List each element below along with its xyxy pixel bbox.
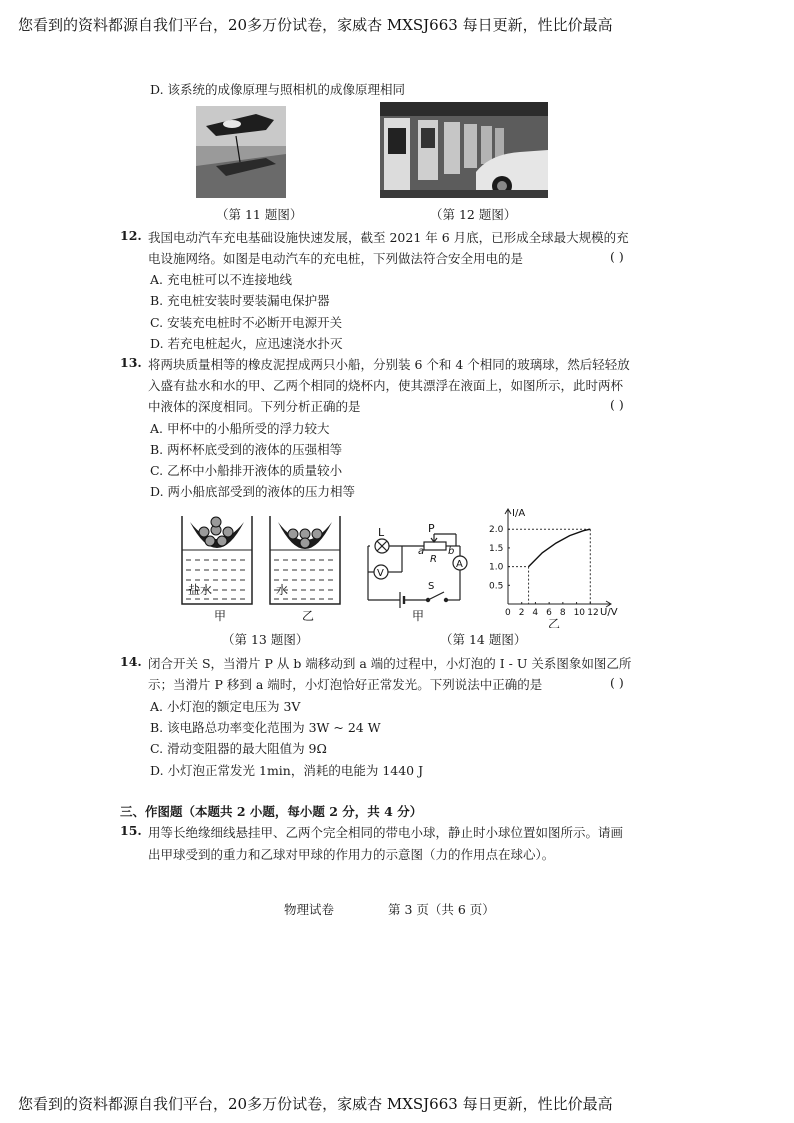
graph-x-tick-label: 12 [587, 608, 599, 618]
q13-stem-line3: 中液体的深度相同。下列分析正确的是 [148, 399, 361, 414]
q14-number: 14. [120, 654, 142, 669]
q14-stem-line2: 示；当滑片 P 移到 a 端时，小灯泡恰好正常发光。下列说法中正确的是 [148, 677, 543, 692]
q13-option-b: B. 两杯杯底受到的液体的压强相等 [150, 442, 343, 457]
fig12-photo [380, 102, 548, 198]
circuit-end-a-label: a [418, 546, 425, 557]
q13-number: 13. [120, 355, 142, 370]
circuit-voltmeter-label: V [377, 568, 384, 579]
graph-x-tick-label: 2 [518, 608, 525, 618]
circuit-end-b-label: b [448, 546, 455, 557]
watermark-banner-top: 您看到的资料都源自我们平台，20多万份试卷，家威杏 MXSJ663 每日更新，性比价最高 [18, 16, 613, 34]
q15-stem-line2: 出甲球受到的重力和乙球对甲球的作用力的示意图（力的作用点在球心）。 [148, 847, 555, 862]
q12-option-b: B. 充电桩安装时要装漏电保护器 [150, 293, 330, 308]
fig14-circuit [364, 520, 484, 624]
fig13-beakers [176, 512, 352, 624]
graph-x-tick-label: 0 [505, 608, 511, 618]
circuit-lamp-label: L [378, 526, 385, 539]
q12-option-c: C. 安装充电桩时不必断开电源开关 [150, 315, 343, 330]
q13-option-c: C. 乙杯中小船排开液体的质量较小 [150, 463, 343, 478]
q14-option-a: A. 小灯泡的额定电压为 3V [150, 699, 301, 714]
q11-option-d: D. 该系统的成像原理与照相机的成像原理相同 [150, 82, 406, 97]
graph-x-tick-label: 4 [532, 608, 539, 618]
q13-answer-bracket: ( ) [610, 397, 624, 412]
q12-option-d: D. 若充电桩起火，应迅速浇水扑灭 [150, 336, 343, 351]
q12-number: 12. [120, 228, 142, 243]
graph-y-tick-label: 1.5 [489, 543, 504, 554]
footer-subject: 物理试卷 [284, 902, 335, 917]
section3-heading: 三、作图题（本题共 2 小题，每小题 2 分，共 4 分） [120, 804, 423, 819]
q14-option-d: D. 小灯泡正常发光 1min，消耗的电能为 1440 J [150, 763, 424, 778]
beaker-jia-liquid: 盐水 [188, 583, 213, 597]
q15-number: 15. [120, 823, 142, 838]
q14-option-c: C. 滑动变阻器的最大阻值为 9Ω [150, 741, 327, 756]
circuit-slider-label: P [428, 522, 435, 535]
q12-option-a: A. 充电桩可以不连接地线 [150, 272, 292, 287]
q14-stem-line1: 闭合开关 S，当滑片 P 从 b 端移动到 a 端的过程中，小灯泡的 I - U 关系图象如图乙所 [148, 656, 632, 671]
footer-page-number: 第 3 页（共 6 页） [388, 902, 495, 917]
graph-x-tick-label: 6 [546, 608, 552, 618]
q13-option-d: D. 两小船底部受到的液体的压力相等 [150, 484, 356, 499]
fig14-caption: （第 14 题图） [440, 632, 527, 647]
q12-stem-line2: 电设施网络。如图是电动汽车的充电桩，下列做法符合安全用电的是 [148, 251, 524, 266]
graph-x-tick-label: 8 [559, 608, 566, 618]
q12-answer-bracket: ( ) [610, 249, 624, 264]
watermark-banner-bottom: 您看到的资料都源自我们平台，20多万份试卷，家威杏 MXSJ663 每日更新，性比价最高 [18, 1095, 613, 1113]
circuit-switch-label: S [428, 581, 435, 592]
graph-x-axis-label: U/V [600, 607, 618, 618]
circuit-name-label: 甲 [412, 609, 425, 623]
fig11-caption: （第 11 题图） [216, 207, 303, 222]
graph-x-tick-label: 10 [573, 608, 586, 618]
beaker-jia-label: 甲 [214, 609, 227, 623]
graph-y-tick-label: 0.5 [489, 581, 504, 592]
graph-name-label: 乙 [548, 617, 561, 628]
q13-option-a: A. 甲杯中的小船所受的浮力较大 [150, 421, 330, 436]
graph-y-axis-label: I/A [512, 508, 526, 519]
fig14-iu-graph [484, 504, 624, 628]
graph-y-tick-label: 1.0 [489, 562, 504, 573]
q14-option-b: B. 该电路总功率变化范围为 3W ~ 24 W [150, 720, 381, 735]
q13-stem-line1: 将两块质量相等的橡皮泥捏成两只小船，分别装 6 个和 4 个相同的玻璃球，然后轻轻放 [148, 357, 630, 372]
graph-iu-curve [529, 529, 591, 566]
beaker-yi-label: 乙 [302, 609, 315, 623]
circuit-resistor-label: R [430, 554, 437, 565]
q12-stem-line1: 我国电动汽车充电基础设施快速发展，截至 2021 年 6 月底，已形成全球最大规模的充 [148, 230, 629, 245]
fig12-caption: （第 12 题图） [430, 207, 517, 222]
beaker-yi-liquid: 水 [276, 583, 289, 597]
fig11-photo [196, 106, 286, 198]
q13-stem-line2: 入盛有盐水和水的甲、乙两个相同的烧杯内，使其漂浮在液面上，如图所示，此时两杯 [148, 378, 624, 393]
q14-answer-bracket: ( ) [610, 675, 624, 690]
circuit-ammeter-label: A [456, 559, 463, 570]
q15-stem-line1: 用等长绝缘细线悬挂甲、乙两个完全相同的带电小球，静止时小球位置如图所示。请画 [148, 825, 624, 840]
graph-y-tick-label: 2.0 [489, 525, 504, 536]
fig13-caption: （第 13 题图） [222, 632, 309, 647]
